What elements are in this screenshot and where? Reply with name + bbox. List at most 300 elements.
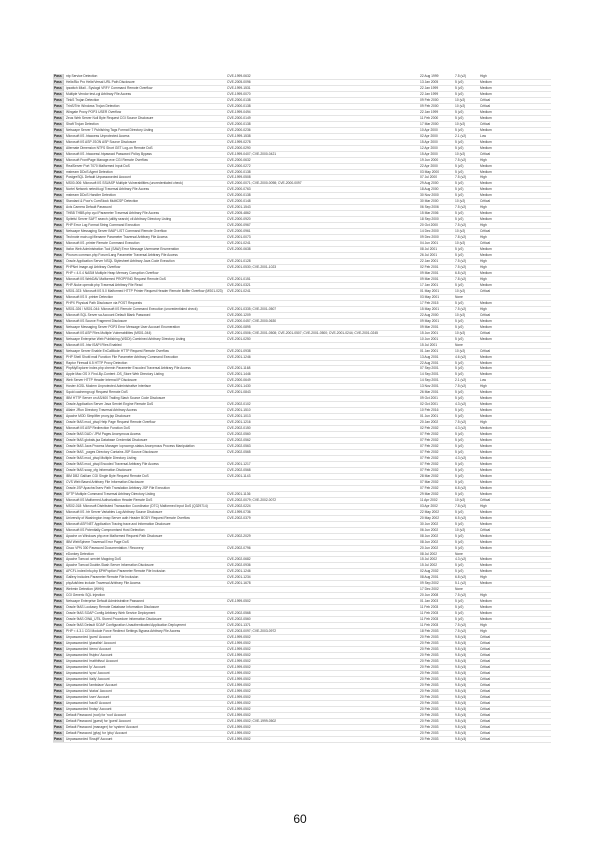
publish-date: 10 Jun 2001 [420,336,439,341]
cvss-score: 9.8 (v3) [455,700,467,705]
cvss-score: 5 (v2) [455,109,464,114]
plugin-name: Unpassworded 'sync' Account [66,670,110,675]
plugin-name: Wingate Proxy POP3 USER Overflow [66,109,122,114]
cve-id: CVE-2002-0379 [227,515,251,520]
cve-id: CVE-1999-0502 [227,694,251,699]
status-badge: Pass [53,241,64,246]
cve-id: CVE-2000-0920 [227,217,251,222]
severity: Medium [480,360,492,365]
status-badge: Pass [53,158,64,163]
status-badge: Pass [53,384,64,389]
cvss-score: 5 (v2) [455,300,464,305]
status-badge: Pass [53,277,64,282]
plugin-name: mstream DDoS Handler Detection [66,193,116,198]
cvss-score: 10 (v2) [455,527,466,532]
cve-id [227,396,420,401]
cve-id [227,587,420,592]
cvss-score: None [455,551,463,556]
plugin-name: Netscape Messaging Server IMAP LIST Command Remote Overflow [66,229,167,234]
publish-date: 18 Aug 2000 [420,187,439,192]
plugin-name: ipswitch IMail - Syslogd VRFY Command Remote Overflow [66,85,153,90]
plugin-name: mstream DDoS Agent Detection [66,169,113,174]
cvss-score: 5 (v2) [455,360,464,365]
severity: Medium [480,193,492,198]
publish-date: 08 Jul 2002 [420,551,438,556]
plugin-name: APCFL index/info.php $PHPoption Parameter Remote File Inclusion [66,569,166,574]
plugin-name: Shaft Trojan Detection [66,121,99,126]
status-badge: Pass [53,349,64,354]
plugin-name: phpAdsNew include Traversal Arbitrary File Access [66,581,141,586]
severity: Medium [480,270,492,275]
cvss-score: 10 (v2) [455,288,466,293]
status-badge: Pass [53,557,64,562]
status-badge: Pass [53,528,64,533]
status-badge: Pass [53,253,64,258]
cvss-score: 5 (v2) [455,115,464,120]
publish-date: 11 Feb 2003 [420,605,439,610]
status-badge: Pass [53,301,64,306]
cve-id: CVE-2000-0272 [227,163,251,168]
status-badge: Pass [53,593,64,598]
publish-date: 11 Feb 2003 [420,623,439,628]
status-badge: Pass [53,331,64,336]
plugin-name: PostgreSQL Default Unpassworded Account [66,175,131,180]
publish-date: 20 Feb 2003 [420,712,439,717]
severity: Medium [480,169,492,174]
cve-id: CVE-2001-1216 [227,420,251,425]
severity: Medium [480,109,492,114]
cve-id: CVE-2001-1136 [227,491,251,496]
cvss-score: 5 (v2) [455,396,464,401]
status-badge: Pass [53,438,64,443]
plugin-name: PHP-Nuke opendir.php Traversal Arbitrary File Read [66,282,143,287]
plugin-name: CVS Web Based Arbitrary File Information Disclosure [66,479,144,484]
cvss-score: 5 (v2) [455,187,464,192]
severity: Medium [480,605,492,610]
table-row [53,737,551,743]
plugin-name: MS01-026 / MS01-044: Microsoft IIS Remote Command Execution (uncredentialed check) [66,306,198,311]
severity: High [480,265,487,269]
cve-id: CVE-1999-1531 [227,85,251,90]
plugin-name: Microsoft SQL Server sa Account Default Blank Password [66,312,151,317]
severity: Medium [480,396,492,401]
plugin-name: Unpassworded 'daily' Account [66,676,110,681]
publish-date: 22 Aug 1999 [420,74,439,78]
plugin-name: Unpassworded 'lindsp' Account [66,706,112,711]
status-badge: Pass [53,605,64,610]
cve-id: CVE-2001-1234 [227,575,251,580]
publish-date: 17 Jan 2001 [420,282,439,287]
cvss-score: 5 (v2) [455,145,464,150]
severity [480,587,510,592]
cve-id: CVE-2000-0071; CVE-2000-0098; CVE-2000-0097 [227,181,302,186]
publish-date: 26 Mar 2001 [420,390,439,395]
cvss-score: 4.3 (v2) [455,426,467,431]
cvss-score: 9.8 (v3) [455,670,467,675]
publish-date: 04 Jun 2001 [420,241,439,246]
publish-date: 29 Mar 2002 [420,491,439,496]
status-badge: Pass [53,217,64,222]
publish-date: 07 Feb 2002 [420,461,439,466]
publish-date: 09 Dec 2000 [420,235,439,240]
status-badge: Pass [53,546,64,551]
status-badge: Pass [53,372,64,377]
cve-id: CVE-1999-0502 [227,736,251,741]
plugin-name: MS00-006: Microsoft IIS SSI/ASP Multiple Vulnerabilities (uncredentialed check) [66,181,183,186]
plugin-name: Multiple Vendor test-cgi Arbitrary File Access [66,91,132,96]
cve-id: CVE-2001-1430 [227,384,251,389]
status-badge: Pass [53,599,64,604]
publish-date: 15 May 2001 [420,306,440,311]
status-badge: Pass [53,731,64,736]
cve-id: CVE-2001-0241 [227,288,251,293]
cvss-score: 5 (v2) [455,605,464,610]
plugin-name: SFTP Multiple Command Traversal Arbitrary Directory Listing [66,491,155,496]
severity: Medium [480,336,492,341]
cvss-score: 10 (v2) [455,151,466,156]
cve-id: CVE-2002-0682 [227,557,251,562]
plugin-name: Oracle 9iAS DAD / JPM Pages Anonymous Access [66,432,141,437]
cve-id [227,343,420,348]
publish-date: 11 Apr 2002 [420,497,438,502]
cvss-score: 4.3 (v2) [455,456,467,460]
publish-date: 09 Feb 2000 [420,97,439,102]
cvss-score: 7.8 (v2) [455,235,467,240]
cve-id: CVE-2001-0128 [227,259,251,264]
severity: High [480,235,487,240]
status-badge: Pass [53,563,64,568]
cve-id: CVE-2001-0151 [227,276,251,281]
publish-date: 08 Jul 2001 [420,247,438,252]
publish-date: 07 Feb 2002 [420,444,439,449]
cvss-score: None [455,587,463,592]
cve-id: CVE-2000-0649 [227,378,251,383]
cve-id: CVE-2001-1510 [227,408,251,413]
status-badge: Pass [53,164,64,169]
severity: Critical [480,706,491,711]
plugin-name: Microsoft ASP.NET Application Tracing trace.axd Information Disclosure [66,521,171,526]
plugin-name: Netscape Enterprise Web Publishing (WDDI) Combined Arbitrary Directory Listing [66,336,186,341]
cvss-score: 9.8 (v3) [455,652,467,657]
cvss-score: 10 (v2) [455,229,466,234]
status-badge: Pass [53,587,64,592]
severity: Medium [480,408,492,413]
status-badge: Pass [53,671,64,676]
publish-date: 15 Jul 2002 [420,563,438,568]
cve-id: CVE-1999-0502 [227,599,251,604]
plugin-name: Technote main.cgi filename Parameter Traversal Arbitrary File Access [66,235,168,240]
cve-id: CVE-2001-0335; CVE-2001-0507 [227,306,277,311]
cvss-score: 7.5 (v2) [455,384,467,389]
publish-date: 17 Dec 2002 [420,587,439,592]
plugin-name: Raptor Firewall 6.5 HTTP Proxy Detection [66,360,128,365]
publish-date: 15 Jun 2001 [420,330,439,335]
severity: Medium [480,581,492,586]
publish-date: 02 Oct 2001 [420,402,438,407]
plugin-name: Apache on Windows php.exe Malformed Request Path Disclosure [66,533,163,538]
severity: Medium [480,324,492,329]
status-badge: Pass [53,432,64,437]
severity: Medium [480,187,492,192]
plugin-name: MS01-023: Microsoft IIS 5.0 Malformed HTTP Printer Request Header Remote Buffer Overflow (MS01-023) [66,288,223,293]
status-badge: Pass [53,181,64,186]
publish-date: 30 Nov 2000 [420,193,439,198]
cvss-score: 9.8 (v3) [455,736,467,741]
plugin-name: Oracle 9iAS Default SOAP Configuration Unauthenticated Application Deployment [66,623,186,628]
severity: Medium [480,521,492,526]
publish-date: 13 Aug 2001 [420,354,439,359]
publish-date: 09 Mar 2001 [420,270,439,275]
status-badge: Pass [53,474,64,479]
plugin-name: Oracle 9iAS Lookasry Remote Database Information Disclosure [66,605,160,610]
cve-id: CVE-1999-0502 [227,724,251,729]
plugin-name: IBM DB2 Gallium CGI Single Byte Request Remote DoS [66,473,149,478]
cve-id: CVE-2002-0150 [227,426,251,431]
cvss-score: 9.8 (v3) [455,664,467,669]
cvss-score: 5 (v2) [455,444,464,449]
severity: Low [480,378,487,383]
severity: High [480,623,487,628]
cvss-score: 2.1 (v2) [455,378,467,383]
cve-id [227,271,420,276]
cve-id: CVE-2001-1446 [227,372,251,377]
status-badge: Pass [53,396,64,401]
cve-id [227,301,420,306]
severity: Critical [480,348,491,353]
cve-id: CVE-1999-0736 [227,509,251,514]
plugin-name: Apache Tomcat .servlet Mapping DoS [66,557,122,562]
cve-id: CVE-2001-1168 [227,366,251,371]
severity: Medium [480,432,492,437]
publish-date: 17 Mar 2000 [420,121,439,126]
plugin-name: PHP Shell Shuttl mail Function File Parameter Arbitrary Command Execution [66,354,179,359]
publish-date: 14 Sep 2001 [420,378,439,383]
severity: Medium [480,79,492,84]
publish-date: 09 Mar 2001 [420,324,439,329]
severity: Medium [480,127,492,132]
plugin-name: TinkS Trojan Detection [66,97,100,102]
cve-id: CVE-1999-0070 [227,91,251,96]
cve-id: CVE-2002-0568 [227,611,251,616]
publish-date: 15 Apr 2000 [420,139,438,144]
publish-date: 20 Jun 2002 [420,545,439,550]
severity: Medium [480,467,492,472]
publish-date: 03 Apr 2002 [420,503,438,508]
plugin-name: Microsoft IIS Source Fragment Disclosure [66,318,128,323]
severity: High [480,259,487,264]
publish-date: 20 Feb 2003 [420,658,439,663]
publish-date: 09 Mar 2001 [420,276,439,281]
plugin-name: Microsoft IIS .htr Server Variables Log Arbitrary Source Disclosure [66,509,163,514]
cvss-score: None [455,294,463,299]
cve-id: CVE-2001-1246 [227,354,251,359]
severity: Critical [480,664,491,669]
cvss-score: 9.8 (v3) [455,688,467,693]
publish-date: 09 Feb 2000 [420,103,439,108]
cvss-score: 5 (v2) [455,563,464,568]
cvss-score: 7.5 (v2) [455,223,467,228]
cve-id: CVE-2002-0563 [227,444,251,449]
publish-date: 14 Dec 2000 [420,229,439,234]
plugin-name: MS02-018: Microsoft Distributed Transaction Coordinator (DTC) Malformed Input DoS (Q329714) [66,503,208,508]
cve-id [227,456,420,461]
status-badge: Pass [53,414,64,419]
cvss-score: 5 (v2) [455,193,464,198]
plugin-name: Oracle 9iAS OWA_UTIL Stored Procedure Information Disclosure [66,617,162,622]
status-badge: Pass [53,504,64,509]
cvss-score: 6.8 (v2) [455,575,467,580]
cve-id: CVE-2001-0321 [227,282,251,287]
status-badge: Pass [53,229,64,234]
status-badge: Pass [53,402,64,407]
cvss-score: 10 (v2) [455,103,466,108]
cvss-score: None [455,342,463,347]
publish-date: 02 Feb 2001 [420,265,439,269]
cve-id: CVE-2001-0530; CVE-2001-1023 [227,265,277,269]
plugin-name: Microsoft IIS .htaccess/.htpasswd Password Policy Bypass [66,151,152,156]
cvss-score: 10 (v2) [455,497,466,502]
plugin-name: IBM WebSphere Traversal Error Page DoS [66,539,129,544]
cvss-score: 5 (v2) [455,253,464,258]
cvss-score: 5 (v2) [455,91,464,96]
status-badge: Pass [53,623,64,628]
cvss-score: 7.8 (v2) [455,503,467,508]
status-badge: Pass [53,492,64,497]
cvss-score: 9.8 (v3) [455,712,467,717]
plugin-name: Unpassworded 'bact0' Account [66,700,111,705]
severity: Critical [480,724,491,729]
publish-date: 13 Nov 2001 [420,384,439,389]
cve-id: CVE-2002-0796 [227,545,251,550]
cvss-score: 5 (v2) [455,414,464,419]
status-badge: Pass [53,128,64,133]
cve-id: CVE-2001-0241 [227,241,251,246]
cve-id: CVE-2000-0138 [227,169,251,174]
severity: Medium [480,163,492,168]
publish-date: 08 Jun 2002 [420,539,439,544]
plugin-name: Default Password (gfuy) for 'gfuy' Account [66,730,127,735]
plugin-name: Alternate Dimension NTFS Short GET Log-on Remote DoS [66,145,153,150]
cve-id: CVE-2000-0290 [227,145,251,150]
publish-date: 15 Jul 2001 [420,342,438,347]
status-badge: Pass [53,259,64,264]
publish-date: 02 Apr 2000 [420,133,438,138]
plugin-name: PHP < 4.0.4 NASM Multiple Heap Memory Corruption Overflow [66,270,159,275]
plugin-name: ntp Service Detection [66,74,98,78]
publish-date: 28 Mar 2002 [420,473,439,478]
plugin-name: RealServer Port 7070 Malformed Input DoS [66,163,130,168]
cve-id: CVE-1999-0502 [227,688,251,693]
cve-id: CVE-2000-0632 [227,157,251,162]
cve-id: CVE-1999-1538 [227,133,251,138]
cvss-score: 6.8 (v2) [455,270,467,275]
plugin-name: Netscape Enterprise Default Administrative Password [66,599,145,604]
status-badge: Pass [53,170,64,175]
plugin-name: PHP Error Log Format String Command Execution [66,223,140,228]
status-badge: Pass [53,355,64,360]
publish-date: 22 Jan 2001 [420,259,439,264]
cvss-score: 7.5 (v2) [455,623,467,628]
publish-date: 20 Jun 2008 [420,593,439,598]
cvss-score: 9.8 (v3) [455,635,467,640]
plugin-name: Microsoft IIS ASP Redirection Function DoS [66,426,131,431]
status-badge: Pass [53,713,64,718]
cve-id: CVE-2000-0138 [227,193,251,198]
plugin-name: Netscape Server Enable EnCalMode HTTP Request Remote Overflow [66,348,169,353]
plugin-name: Gallery includes Parameter Remote File Inclusion [66,575,139,580]
plugin-name: Squid cachemgr.cgi Request Remote DoS [66,390,128,395]
severity: Critical [480,635,491,640]
publish-date: 08 Aug 2001 [420,575,439,580]
severity: High [480,575,487,580]
cve-id [227,480,420,485]
plugin-name: CGI Generic SQL Injection [66,593,105,598]
severity: Critical [480,658,491,663]
severity: Medium [480,181,492,186]
severity: Medium [480,366,492,371]
cvss-score: 5 (v2) [455,163,464,168]
cve-id: CVE-2002-0560 [227,432,251,437]
cve-id [227,361,420,366]
cvss-score: 5 (v2) [455,247,464,252]
severity: Medium [480,139,492,144]
severity: Critical [480,676,491,681]
status-badge: Pass [53,116,64,121]
cve-id: CVE-2001-1371 [227,623,251,628]
publish-date: 01 Jun 2001 [420,414,439,419]
publish-date: 07 Feb 2002 [420,450,439,455]
publish-date: 20 Feb 2003 [420,736,439,741]
publish-date: 07 Sep 2001 [420,366,439,371]
status-badge: Pass [53,450,64,455]
cve-id: CVE-2001-1143 [227,473,251,478]
cve-id: CVE-2002-0560 [227,617,251,622]
publish-date: 20 Feb 2003 [420,694,439,699]
plugin-name: Unpassworded 'ip' Account [66,664,106,669]
cvss-score: 5 (v2) [455,599,464,604]
cve-id: CVE-2000-0138 [227,103,251,108]
status-badge: Pass [53,617,64,622]
plugin-name: University of Washington imap Server auth Header BODY Request Remote Overflow [66,515,190,520]
status-badge: Pass [53,510,64,515]
severity [480,552,510,557]
plugin-name: PHP < 4.3.1 CGI Module Force Redirect Settings Bypass Arbitrary File Access [66,629,181,634]
cve-id: CVE-1999-0502 [227,712,251,717]
severity: High [480,420,487,425]
severity: Critical [480,288,491,293]
plugin-name: Microsoft IIS ASP JSON ASP Source Disclosure [66,139,137,144]
cvss-score: 7.5 (v2) [455,157,467,162]
publish-date: 07 Mar 2002 [420,479,439,484]
severity: High [480,223,487,228]
severity: Critical [480,694,491,699]
severity: Medium [480,217,492,222]
cvss-score: 7.5 (v2) [455,593,467,598]
cve-id: CVE-1999-0502 [227,670,251,675]
plugin-name: Unpassworded 'lambdace' Account [66,682,118,687]
severity: Medium [480,545,492,550]
severity: Medium [480,91,492,96]
severity: Critical [480,682,491,687]
cvss-score: 5 (v2) [455,467,464,472]
status-badge: Pass [53,265,64,270]
plugin-name: Netscape Server 7 Publishing Tags Format Directory Listing [66,127,154,132]
severity: Medium [480,473,492,478]
cvss-score: 5 (v2) [455,521,464,526]
publish-date: 13 Jan 2005 [420,79,439,84]
publish-date: 01 Jan 2001 [420,348,439,353]
status-badge: Pass [53,98,64,103]
